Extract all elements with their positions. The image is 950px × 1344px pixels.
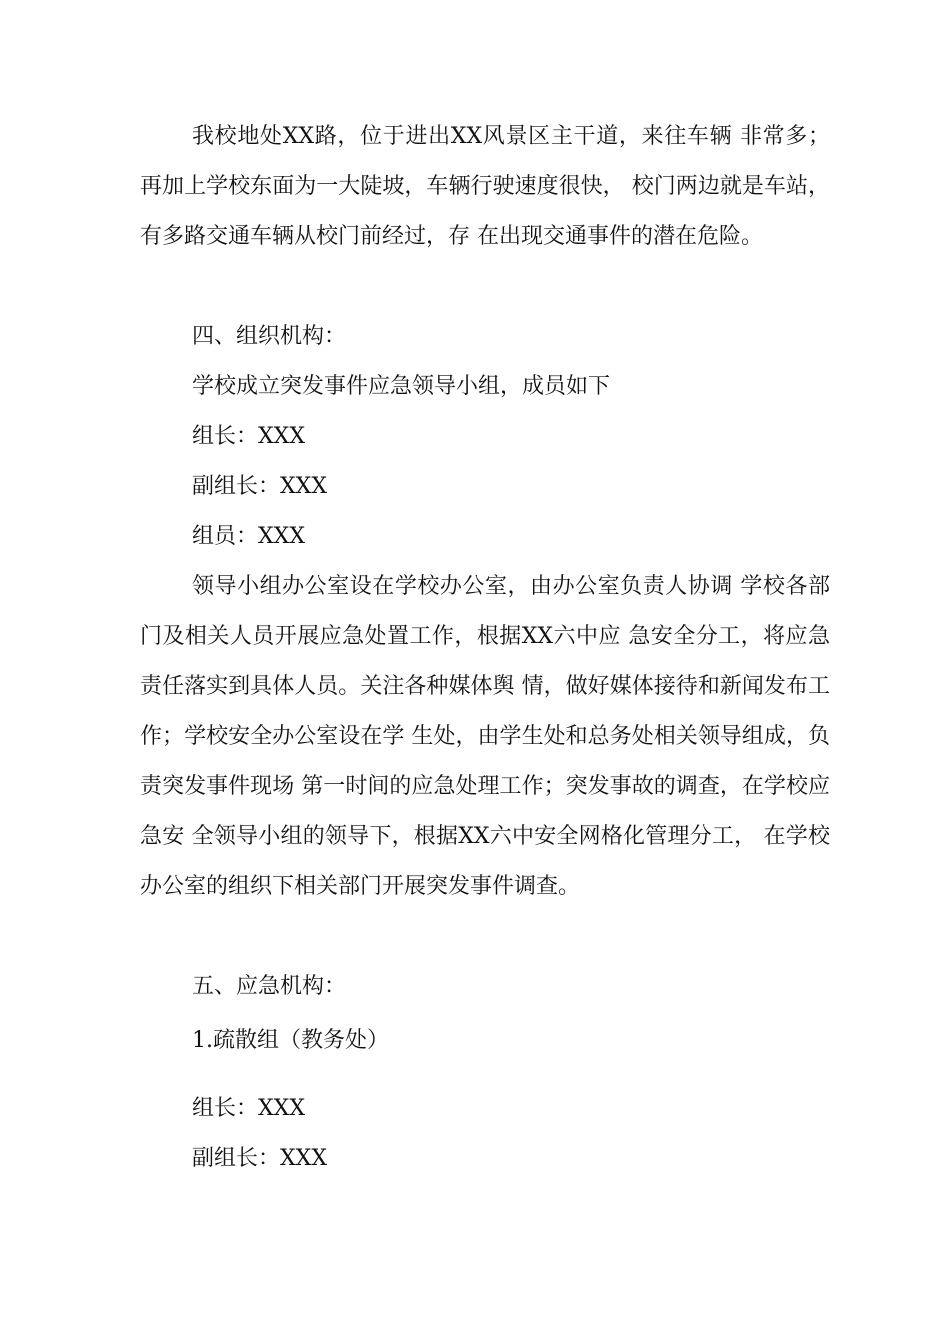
section-4-intro: 学校成立突发事件应急领导小组，成员如下 bbox=[192, 374, 611, 399]
group-1-leader-line: 组长：XXX bbox=[192, 1096, 305, 1121]
section-5-heading: 五、应急机构： bbox=[192, 974, 347, 999]
section-4-heading: 四、组织机构： bbox=[192, 324, 347, 349]
leader-line: 组长：XXX bbox=[192, 424, 305, 449]
group-1-title: 1.疏散组（教务处） bbox=[192, 1028, 389, 1053]
paragraph-office-duties: 领导小组办公室设在学校办公室，由办公室负责人协调 学校各部门及相关人员开展应急处置工作，根据XX六中应 急安全分工，将应急责任落实到具体人员。关注各种媒体舆 情，做好媒体接待和新闻发布工作；学校安全办公室设在学 生处，由学生处和总务处相关领导组成，负责突发事件现场 第一时间的应急处理工作；突发事故的调查，在学校应急安 全领导小组的领导下，根据XX六中安全网格化管理分工， 在学校办公室的组织下相关部门开展突发事件调查。 bbox=[140, 574, 830, 899]
paragraph-school-location: 我校地处XX路，位于进出XX风景区主干道，来往车辆 非常多；再加上学校东面为一大陡坡，车辆行驶速度很快， 校门两边就是车站，有多路交通车辆从校门前经过，存 在出现交通事件的潜在危险。 bbox=[140, 124, 830, 249]
group-1-deputy-line: 副组长：XXX bbox=[192, 1146, 327, 1171]
deputy-leader-line: 副组长：XXX bbox=[192, 474, 327, 499]
member-line: 组员：XXX bbox=[192, 524, 305, 549]
